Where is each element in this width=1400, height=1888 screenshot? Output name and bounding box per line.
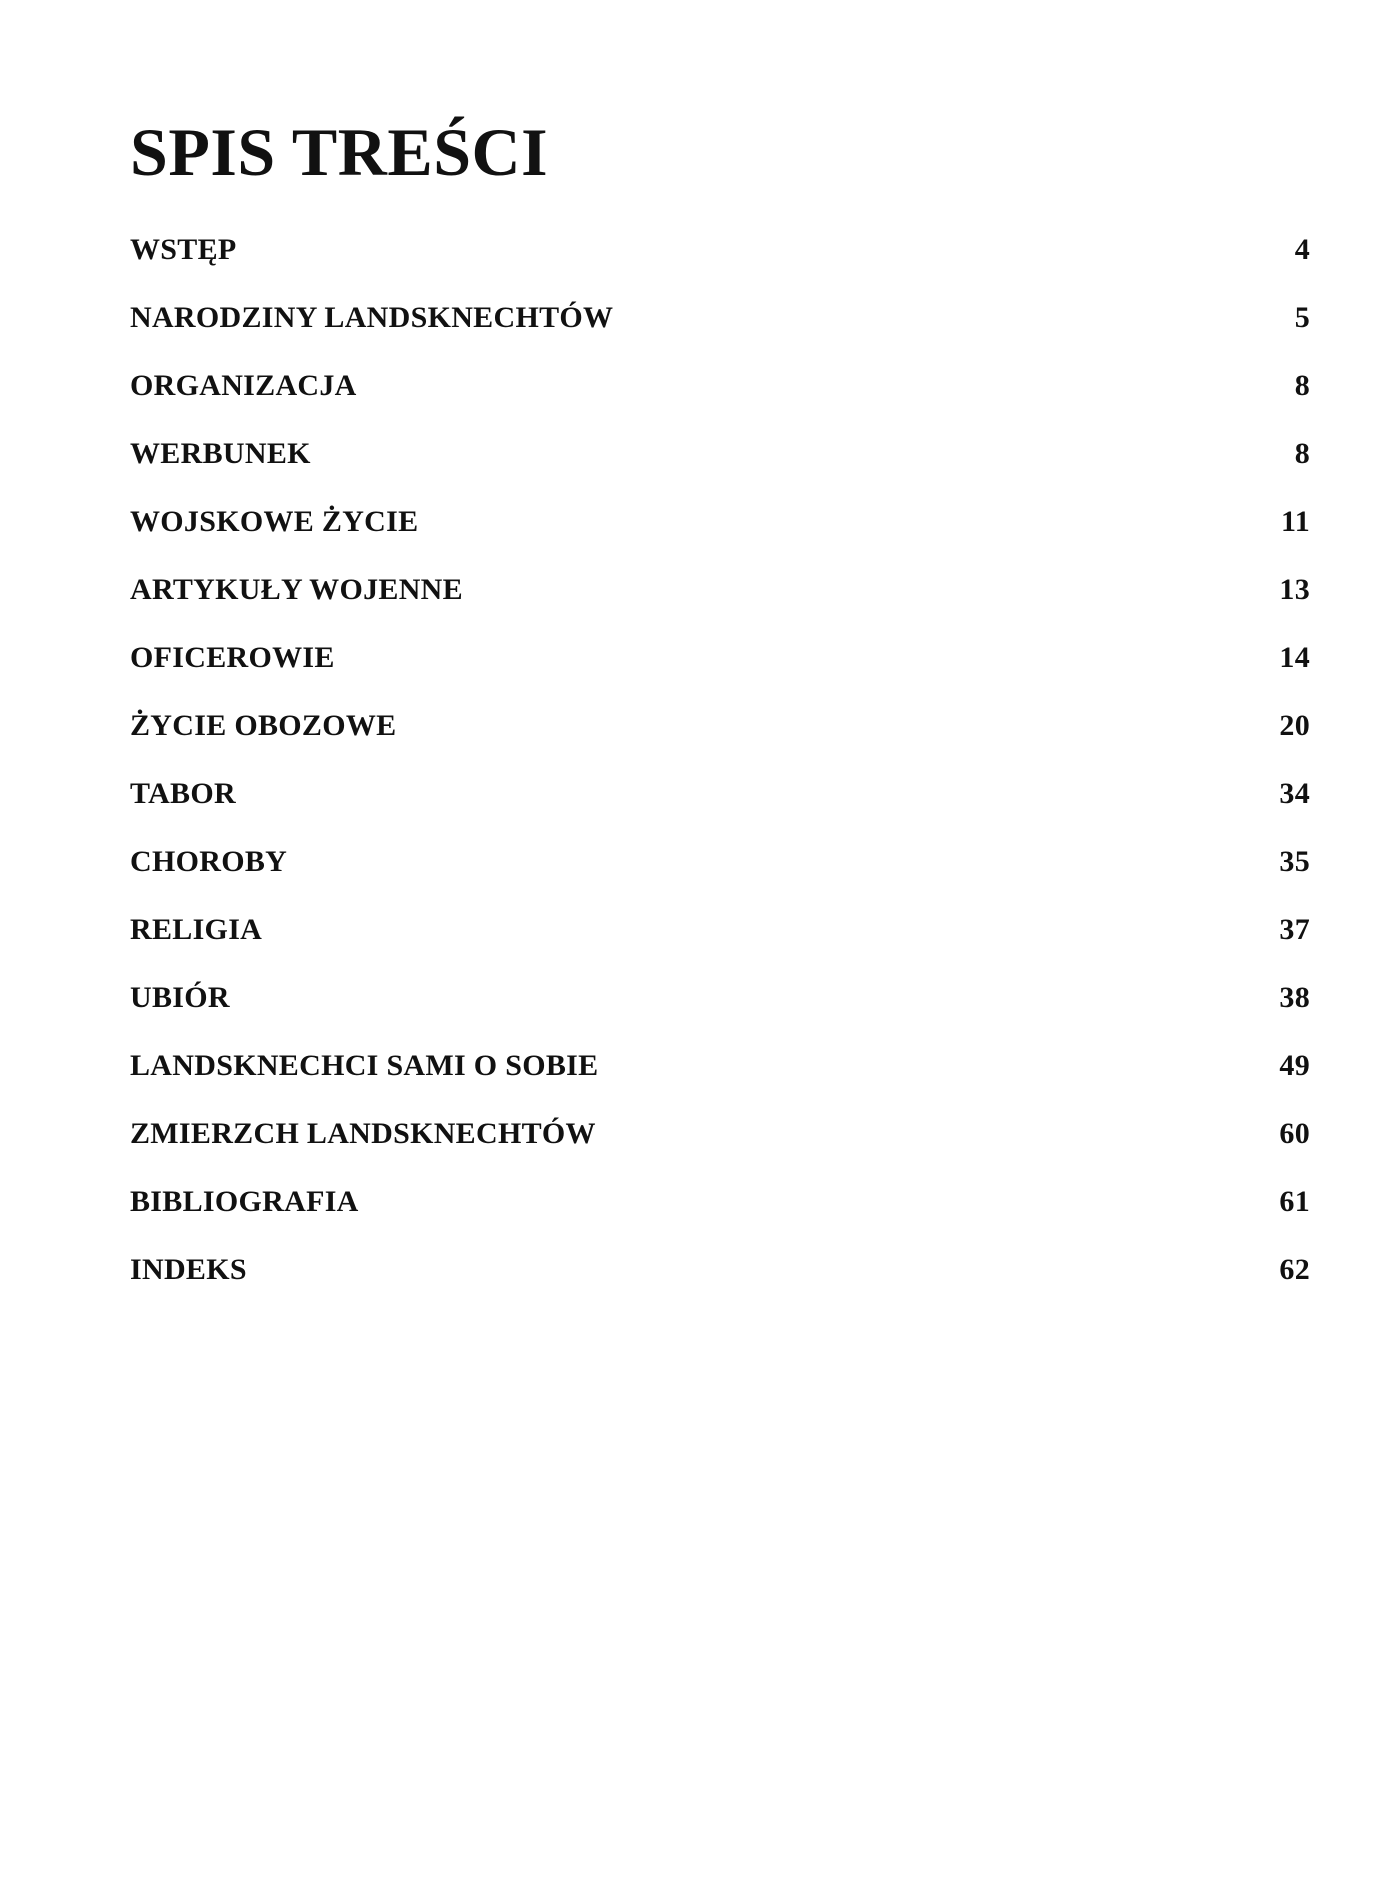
- toc-entry: [130, 760, 1310, 828]
- toc-entry-page-number: 34: [1279, 777, 1310, 810]
- toc-entry: [130, 284, 1310, 352]
- toc-entry-page-number: 13: [1279, 573, 1310, 606]
- toc-entry-label: OFICEROWIE: [130, 641, 335, 674]
- toc-entry: [130, 420, 1310, 488]
- toc-entry-label: ARTYKUŁY WOJENNE: [130, 573, 463, 606]
- toc-entry-page-number: 5: [1294, 301, 1310, 334]
- toc-entry-label: WERBUNEK: [130, 437, 311, 470]
- toc-entry-page-number: 4: [1294, 233, 1310, 266]
- toc-entry-label: ŻYCIE OBOZOWE: [130, 709, 397, 742]
- toc-entry-label: INDEKS: [130, 1253, 247, 1286]
- toc-entry-label: CHOROBY: [130, 845, 288, 878]
- toc-entry-page-number: 14: [1279, 641, 1310, 674]
- toc-entry: [130, 828, 1310, 896]
- toc-entry: [130, 896, 1310, 964]
- toc-entry-page-number: 62: [1279, 1253, 1310, 1286]
- toc-entry: [130, 1100, 1310, 1168]
- toc-entry-label: WSTĘP: [130, 233, 237, 266]
- toc-entry-page-number: 60: [1279, 1117, 1310, 1150]
- toc-entry: [130, 1236, 1310, 1304]
- toc-entry-label: RELIGIA: [130, 913, 263, 946]
- toc-entry-label: UBIÓR: [130, 981, 230, 1014]
- toc-entry-label: ORGANIZACJA: [130, 369, 357, 402]
- toc-entry-label: BIBLIOGRAFIA: [130, 1185, 359, 1218]
- toc-entry-page-number: 35: [1279, 845, 1310, 878]
- toc-entry-page-number: 11: [1281, 505, 1310, 538]
- toc-entry: [130, 556, 1310, 624]
- toc-entry-label: ZMIERZCH LANDSKNECHTÓW: [130, 1117, 596, 1150]
- toc-entry-page-number: 37: [1279, 913, 1310, 946]
- toc-entry-page-number: 8: [1294, 369, 1310, 402]
- toc-entry-label: LANDSKNECHCI SAMI O SOBIE: [130, 1049, 599, 1082]
- toc-entry: [130, 964, 1310, 1032]
- toc-entry-page-number: 61: [1279, 1185, 1310, 1218]
- toc-entry-label: WOJSKOWE ŻYCIE: [130, 505, 419, 538]
- page-title: SPIS TREŚCI: [130, 114, 549, 190]
- toc-entry-page-number: 8: [1294, 437, 1310, 470]
- toc-entry: [130, 1032, 1310, 1100]
- toc-entry: [130, 692, 1310, 760]
- toc-entry-label: TABOR: [130, 777, 236, 810]
- toc-entry: [130, 352, 1310, 420]
- toc-entry: [130, 216, 1310, 284]
- toc-entry-page-number: 49: [1279, 1049, 1310, 1082]
- toc-entry-page-number: 20: [1279, 709, 1310, 742]
- toc-entry: [130, 624, 1310, 692]
- table-of-contents: [130, 216, 1310, 1304]
- toc-entry: [130, 1168, 1310, 1236]
- toc-entry-label: NARODZINY LANDSKNECHTÓW: [130, 301, 614, 334]
- toc-entry: [130, 488, 1310, 556]
- toc-entry-page-number: 38: [1279, 981, 1310, 1014]
